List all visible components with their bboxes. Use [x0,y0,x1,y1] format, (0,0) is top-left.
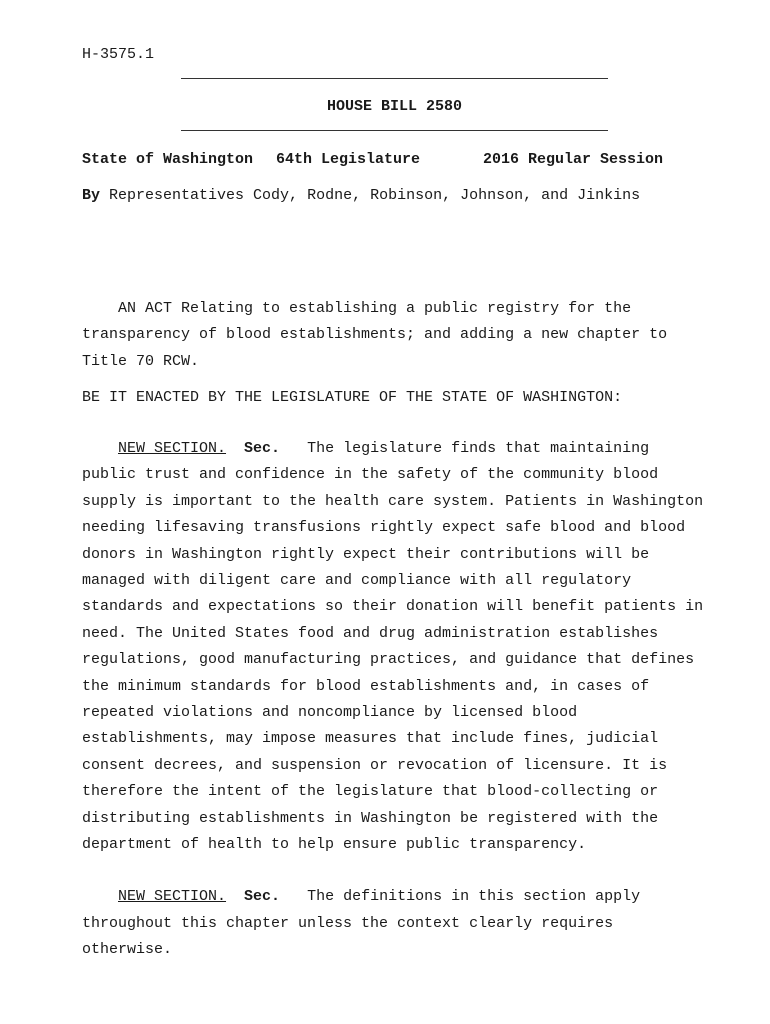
session-state: State of Washington [82,151,254,168]
section-line: consent decrees, and suspension or revocation of licensure. It is [82,756,668,774]
section-heading-line [82,436,722,462]
section-line: supply is important to the health care system. Patients in Washington [82,492,704,510]
bill-id: H-3575.1 [82,46,155,63]
section-line: donors in Washington rightly expect their contributions will be [82,545,650,563]
section-line: need. The United States food and drug administration establishes [82,624,659,642]
act-title [82,296,722,375]
sponsors-by-label: By [82,187,101,204]
title-rule-bottom [181,130,608,131]
section-line: distributing establishments in Washington be registered with the [82,809,659,827]
act-line: AN ACT Relating to establishing a public registry for the [118,300,632,317]
sponsors [82,186,640,206]
section-line: managed with diligent care and compliance with all regulatory [82,572,632,590]
section-line: regulations, good manufacturing practices, and guidance that defines [82,651,695,669]
bill-title: HOUSE BILL 2580 [326,98,463,115]
section-heading-line [82,884,722,911]
section-line: therefore the intent of the legislature that blood-collecting or [82,783,659,801]
section-line: establishments, may impose measures that include fines, judicial [82,730,659,748]
act-line: transparency of blood establishments; and adding a new chapter to [82,326,668,344]
section-line: needing lifesaving transfusions rightly expect safe blood and blood [82,519,686,537]
enacting-clause: BE IT ENACTED BY THE LEGISLATURE OF THE STATE OF WASHINGTON: [82,389,623,406]
sponsors-names: Representatives Cody, Rodne, Robinson, Johnson, and Jinkins [109,187,641,204]
section-line: the minimum standards for blood establishments and, in cases of [82,677,650,695]
section-line: throughout this chapter unless the context clearly requires [82,914,614,932]
section-line: otherwise. [82,941,173,958]
section-first-line: The definitions in this section apply [307,888,641,905]
new-section-label: NEW SECTION. [118,888,227,905]
session-name: 2016 Regular Session [483,151,664,168]
section-line: repeated violations and noncompliance by licensed blood [82,704,578,722]
section-line: standards and expectations so their donation will benefit patients in [82,598,704,616]
act-line: Title 70 RCW. [82,352,200,370]
section-first-line: The legislature finds that maintaining [307,440,650,457]
section-1 [82,436,722,859]
title-rule-top [181,78,608,79]
sec-word: Sec. [244,440,281,457]
sec-word: Sec. [244,888,281,905]
section-2 [82,884,722,964]
session-legislature: 64th Legislature [276,151,421,168]
new-section-label: NEW SECTION. [118,440,227,457]
section-line: department of health to help ensure public transparency. [82,836,587,854]
section-line: public trust and confidence in the safety of the community blood [82,466,659,484]
